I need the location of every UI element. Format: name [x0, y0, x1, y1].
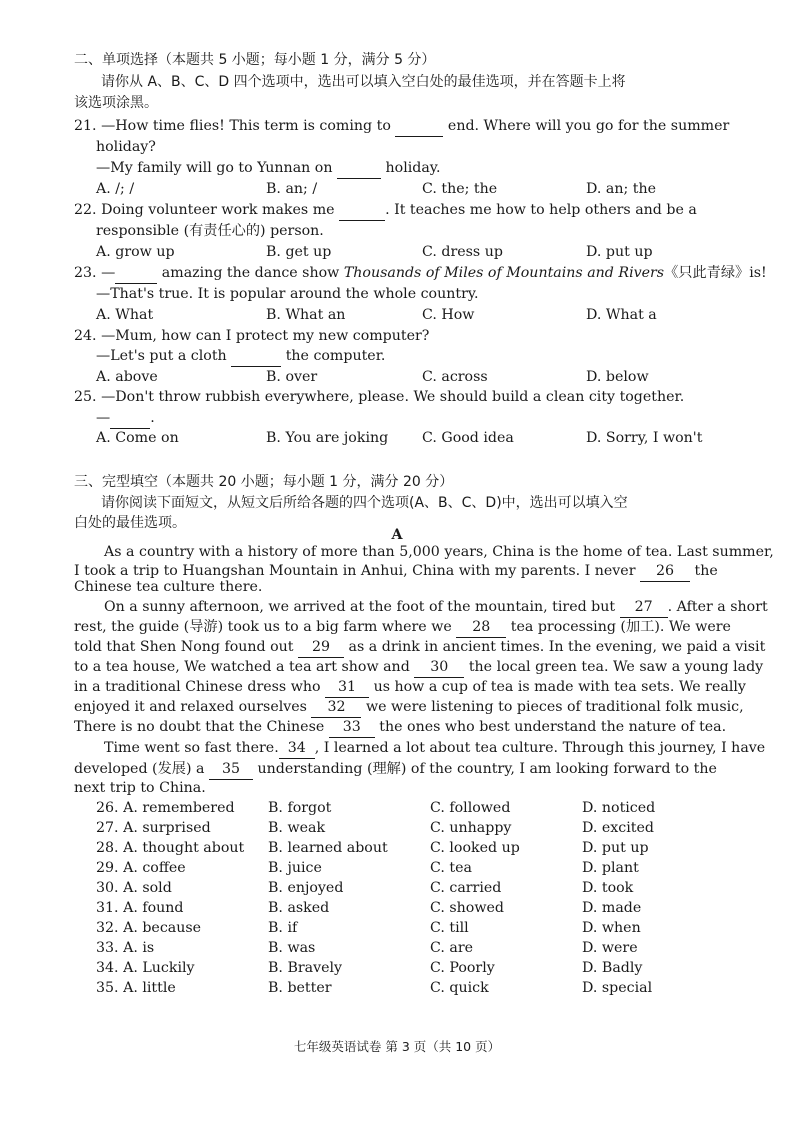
question-21-line3 — [96, 158, 440, 179]
question-text: amazing the dance show — [161, 265, 340, 281]
option-22-a: A. grow up — [96, 244, 175, 260]
question-25 — [74, 387, 684, 407]
option-31-d: D. made — [582, 900, 642, 916]
passage-text: the local green tea. We saw a young lady — [468, 659, 764, 675]
option-24-c: C. across — [422, 369, 488, 385]
option-34-b: B. Bravely — [268, 960, 343, 976]
passage-text: the ones who best understand the nature of tea. — [379, 719, 727, 735]
question-number: 24. — [74, 328, 97, 344]
cloze-blank-30: 30 — [414, 657, 464, 678]
question-24 — [74, 326, 429, 346]
option-32-c: C. till — [430, 920, 469, 936]
section-2-instruction-line2: 该选项涂黑。 — [74, 95, 158, 111]
passage-p1-line3: Chinese tea culture there. — [74, 579, 263, 595]
passage-p2-line4 — [74, 657, 763, 678]
option-32-b: B. if — [268, 920, 298, 936]
dance-show-title: Thousands of Miles of Mountains and Rivers — [343, 265, 665, 281]
option-24-d: D. below — [586, 369, 649, 385]
answer-blank — [395, 116, 443, 137]
question-number: 25. — [74, 389, 97, 405]
option-21-a: A. /; / — [96, 181, 135, 197]
answer-blank — [110, 408, 150, 429]
option-28-a: 28. A. thought about — [96, 840, 245, 856]
question-21-line2: holiday? — [96, 139, 156, 155]
option-25-b: B. You are joking — [266, 430, 389, 446]
option-25-a: A. Come on — [96, 430, 179, 446]
page-footer: 七年级英语试卷 第 3 页（共 10 页） — [293, 1039, 501, 1054]
answer-blank — [115, 263, 157, 284]
option-23-a: A. What — [96, 307, 154, 323]
passage-text: , I learned a lot about tea culture. Through this journey, I have — [314, 740, 766, 756]
question-23-line2: —That's true. It is popular around the whole country. — [96, 286, 479, 302]
option-30-c: C. carried — [430, 880, 502, 896]
option-24-a: A. above — [96, 369, 158, 385]
option-22-d: D. put up — [586, 244, 653, 260]
cloze-blank-26: 26 — [640, 561, 690, 582]
question-text: . — [150, 410, 155, 426]
option-32-a: 32. A. because — [96, 920, 202, 936]
option-21-d: D. an; the — [586, 181, 657, 197]
question-22-line2: responsible (有责任心的) person. — [96, 223, 324, 239]
option-25-c: C. Good idea — [422, 430, 514, 446]
passage-text: the — [694, 563, 718, 579]
option-22-b: B. get up — [266, 244, 332, 260]
question-text: Doing volunteer work makes me — [101, 202, 335, 218]
option-21-c: C. the; the — [422, 181, 498, 197]
option-23-c: C. How — [422, 307, 475, 323]
option-31-c: C. showed — [430, 900, 504, 916]
cloze-blank-35: 35 — [209, 759, 253, 780]
question-22 — [74, 200, 697, 221]
option-34-c: C. Poorly — [430, 960, 495, 976]
cloze-blank-29: 29 — [298, 637, 344, 658]
option-26-b: B. forgot — [268, 800, 332, 816]
passage-text: rest, the guide (导游) took us to a big farm where we — [74, 619, 452, 635]
passage-p2-line3 — [74, 637, 765, 658]
question-21 — [74, 116, 729, 137]
passage-p1-line1: As a country with a history of more than 5,000 years, China is the home of tea. Last summer, — [104, 544, 774, 560]
option-35-b: B. better — [268, 980, 332, 996]
passage-p3-line2 — [74, 759, 717, 780]
answer-blank — [337, 158, 381, 179]
option-27-a: 27. A. surprised — [96, 820, 211, 836]
question-text: —Mum, how can I protect my new computer? — [101, 328, 430, 344]
option-28-b: B. learned about — [268, 840, 388, 856]
option-34-d: D. Badly — [582, 960, 643, 976]
question-24-line2 — [96, 346, 385, 367]
option-27-c: C. unhappy — [430, 820, 512, 836]
question-text: — — [101, 265, 116, 281]
answer-blank — [339, 200, 385, 221]
option-29-b: B. juice — [268, 860, 322, 876]
option-29-a: 29. A. coffee — [96, 860, 186, 876]
question-number: 23. — [74, 265, 97, 281]
option-22-c: C. dress up — [422, 244, 503, 260]
passage-text: told that Shen Nong found out — [74, 639, 294, 655]
passage-text: we were listening to pieces of traditional folk music, — [365, 699, 744, 715]
question-25-line2 — [96, 408, 155, 429]
option-24-b: B. over — [266, 369, 318, 385]
section-3-instruction-line1: 请你阅读下面短文，从短文后所给各题的四个选项(A、B、C、D)中，选出可以填入空 — [101, 495, 628, 511]
section-2-heading: 二、单项选择（本题共 5 小题；每小题 1 分，满分 5 分） — [74, 52, 436, 68]
question-text: —Don't throw rubbish everywhere, please. We should build a clean city together. — [101, 389, 685, 405]
option-35-a: 35. A. little — [96, 980, 176, 996]
passage-p2-line1 — [104, 597, 768, 618]
passage-text: in a traditional Chinese dress who — [74, 679, 321, 695]
section-3-heading: 三、完型填空（本题共 20 小题；每小题 1 分，满分 20 分） — [74, 474, 454, 490]
option-23-b: B. What an — [266, 307, 346, 323]
option-35-c: C. quick — [430, 980, 489, 996]
option-33-b: B. was — [268, 940, 316, 956]
cloze-blank-27: 27 — [620, 597, 668, 618]
option-21-b: B. an; / — [266, 181, 318, 197]
cloze-blank-32: 32 — [311, 697, 361, 718]
option-26-d: D. noticed — [582, 800, 656, 816]
passage-text: tea processing (加工). We were — [510, 619, 731, 635]
passage-text: There is no doubt that the Chinese — [74, 719, 325, 735]
passage-text: as a drink in ancient times. In the evening, we paid a visit — [348, 639, 766, 655]
question-text: 《只此青绿》is! — [664, 265, 767, 281]
passage-text: I took a trip to Huangshan Mountain in Anhui, China with my parents. I never — [74, 563, 636, 579]
option-33-c: C. are — [430, 940, 474, 956]
cloze-blank-31: 31 — [325, 677, 369, 698]
question-text: — — [96, 410, 111, 426]
option-31-a: 31. A. found — [96, 900, 184, 916]
passage-p3-line3: next trip to China. — [74, 780, 206, 796]
option-25-d: D. Sorry, I won't — [586, 430, 703, 446]
passage-text: enjoyed it and relaxed ourselves — [74, 699, 307, 715]
passage-p2-line2 — [74, 617, 731, 638]
question-text: end. Where will you go for the summer — [447, 118, 730, 134]
option-29-d: D. plant — [582, 860, 639, 876]
passage-text: On a sunny afternoon, we arrived at the foot of the mountain, tired but — [104, 599, 616, 615]
section-3-instruction-line2: 白处的最佳选项。 — [74, 515, 186, 531]
passage-p3-line1 — [104, 738, 765, 759]
option-31-b: B. asked — [268, 900, 330, 916]
cloze-blank-33: 33 — [329, 717, 375, 738]
passage-p2-line7 — [74, 717, 726, 738]
option-33-d: D. were — [582, 940, 638, 956]
option-29-c: C. tea — [430, 860, 472, 876]
option-23-d: D. What a — [586, 307, 657, 323]
passage-text: developed (发展) a — [74, 761, 205, 777]
cloze-blank-34: 34 — [279, 738, 315, 759]
question-text: holiday. — [385, 160, 441, 176]
passage-text: to a tea house, We watched a tea art show and — [74, 659, 410, 675]
question-text: —How time flies! This term is coming to — [101, 118, 391, 134]
option-33-a: 33. A. is — [96, 940, 155, 956]
option-30-a: 30. A. sold — [96, 880, 172, 896]
option-27-d: D. excited — [582, 820, 654, 836]
question-text: the computer. — [285, 348, 386, 364]
passage-p2-line5 — [74, 677, 746, 698]
passage-text: us how a cup of tea is made with tea sets. We really — [373, 679, 746, 695]
option-32-d: D. when — [582, 920, 641, 936]
question-23 — [74, 263, 767, 284]
question-text: —My family will go to Yunnan on — [96, 160, 333, 176]
option-26-c: C. followed — [430, 800, 511, 816]
passage-text: Time went so fast there. — [104, 740, 279, 756]
option-30-d: D. took — [582, 880, 634, 896]
passage-text: understanding (理解) of the country, I am looking forward to the — [257, 761, 717, 777]
answer-blank — [231, 346, 281, 367]
option-27-b: B. weak — [268, 820, 326, 836]
option-34-a: 34. A. Luckily — [96, 960, 195, 976]
option-28-d: D. put up — [582, 840, 649, 856]
passage-p2-line6 — [74, 697, 744, 718]
passage-text: . After a short — [667, 599, 768, 615]
question-text: —Let's put a cloth — [96, 348, 227, 364]
section-2-instruction-line1: 请你从 A、B、C、D 四个选项中，选出可以填入空白处的最佳选项，并在答题卡上将 — [101, 74, 626, 90]
passage-title: A — [391, 527, 403, 543]
question-number: 21. — [74, 118, 97, 134]
cloze-blank-28: 28 — [456, 617, 506, 638]
question-number: 22. — [74, 202, 97, 218]
question-text: . It teaches me how to help others and be a — [385, 202, 697, 218]
option-26-a: 26. A. remembered — [96, 800, 235, 816]
option-35-d: D. special — [582, 980, 653, 996]
option-28-c: C. looked up — [430, 840, 520, 856]
option-30-b: B. enjoyed — [268, 880, 344, 896]
